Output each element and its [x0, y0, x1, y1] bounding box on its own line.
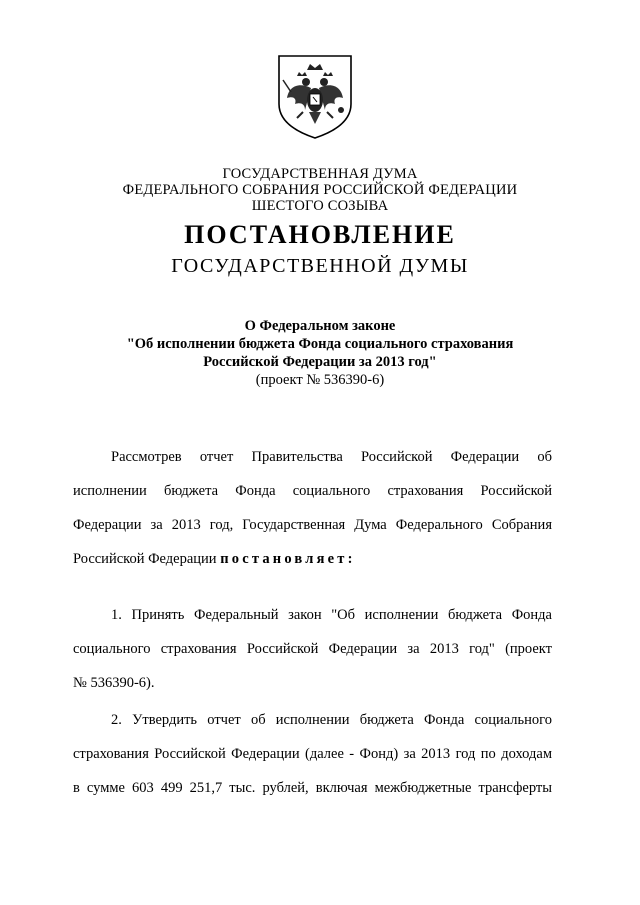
document-type-subtitle: ГОСУДАРСТВЕННОЙ ДУМЫ: [171, 255, 469, 277]
subject-line-1: О Федеральном законе: [244, 318, 396, 334]
para1-line-4: [73, 542, 552, 576]
paragraph-preamble: [73, 440, 552, 576]
paragraph-item-1: [73, 598, 552, 700]
para2-line-1: 1. Принять Федеральный закон "Об исполнении бюджета Фонда: [111, 607, 552, 623]
para3-line-1: 2. Утвердить отчет об исполнении бюджета Фонда социального: [111, 712, 552, 728]
coat-of-arms-icon: [273, 52, 357, 140]
para1-line-4-prefix: Российской Федерации: [73, 551, 217, 567]
para1-line-1: Рассмотрев отчет Правительства Российской Федерации об: [111, 449, 552, 465]
org-line-2: ФЕДЕРАЛЬНОГО СОБРАНИЯ РОССИЙСКОЙ ФЕДЕРАЦИИ: [122, 182, 518, 198]
para3-line-2: страхования Российской Федерации (далее - Фонд) за 2013 год по доходам: [73, 746, 552, 762]
para3-line-3: в сумме 603 499 251,7 тыс. рублей, включая межбюджетные трансферты: [73, 780, 552, 796]
para2-line-2: социального страхования Российской Федерации за 2013 год" (проект: [73, 641, 552, 657]
org-line-3: ШЕСТОГО СОЗЫВА: [251, 198, 389, 214]
subject-line-3: Российской Федерации за 2013 год": [203, 354, 437, 370]
subject-line-2: "Об исполнении бюджета Фонда социального страхования: [126, 336, 514, 352]
document-type-title: ПОСТАНОВЛЕНИЕ: [184, 220, 456, 249]
para1-line-3: Федерации за 2013 год, Государственная Дума Федерального Собрания: [73, 517, 552, 533]
subject-line-4: (проект № 536390-6): [255, 372, 385, 388]
para2-line-3: № 536390-6).: [73, 675, 155, 691]
issuing-body: [0, 166, 640, 214]
decision-keyword: постановляет:: [220, 551, 356, 567]
paragraph-item-2: [73, 703, 552, 805]
document-subject: [0, 317, 640, 389]
org-line-1: ГОСУДАРСТВЕННАЯ ДУМА: [222, 166, 418, 182]
para1-line-2: исполнении бюджета Фонда социального страхования Российской: [73, 483, 552, 499]
